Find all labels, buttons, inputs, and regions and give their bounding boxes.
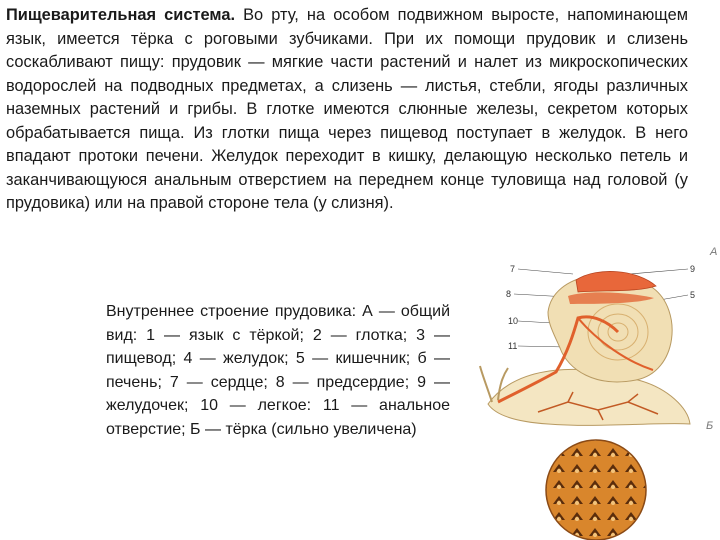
label-number: 5 bbox=[690, 290, 696, 300]
snail-anatomy-figure bbox=[478, 252, 720, 540]
label-number: 10 bbox=[508, 316, 519, 326]
main-paragraph bbox=[6, 4, 688, 216]
label-number: 7 bbox=[510, 264, 516, 274]
figure-label-b: Б bbox=[706, 420, 714, 432]
figure-label-a: A bbox=[710, 246, 718, 258]
figure-caption: Внутреннее строение прудовика: А — общий вид: 1 — язык с тёркой; 2 — глотка; 3 — пищевод; 4 — желудок; 5 — кишечник; б — печень; 7 — сердце; 8 — предсердие; 9 — желудочек; 10 — легкое: 11 — анальное отверстие; Б — тёрка (сильно увеличена) bbox=[106, 303, 450, 438]
section-heading: Пищеварительная система. bbox=[6, 6, 235, 24]
label-number: 9 bbox=[690, 264, 696, 274]
label-number: 11 bbox=[508, 341, 518, 351]
paragraph-body: Во рту, на особом подвижном выросте, напоминающем язык, имеется тёрка с роговыми зубчиками. При их помощи прудовик и слизень соскабливают пищу: прудовик — мягкие части растений и налет из микроскопических водорослей на подводных предметах, а слизень — листья, стебли, ягоды различных наземных растений и грибы. В глотке имеются слюнные железы, секретом которых обрабатывается пища. Из глотки пища через пищевод поступает в желудок. В него впадают протоки печени. Желудок переходит в кишку, делающую несколько петель и заканчивающуюся анальным отверстием на переднем конце туловища над головой (у прудовика) или на правой стороне тела (у слизня). bbox=[6, 6, 688, 212]
label-number: 8 bbox=[506, 289, 512, 299]
